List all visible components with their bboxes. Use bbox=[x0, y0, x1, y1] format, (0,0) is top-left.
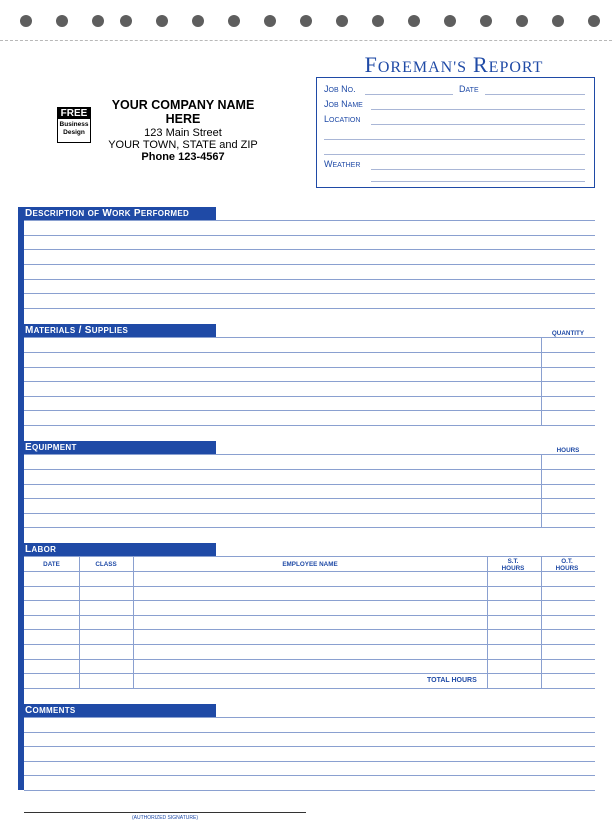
labor-date-column: DATE bbox=[43, 561, 60, 568]
labor-row-line[interactable] bbox=[24, 615, 595, 616]
hole-icon bbox=[336, 15, 348, 27]
description-line[interactable] bbox=[24, 308, 595, 309]
total-hours-label: TOTAL HOURS bbox=[427, 677, 477, 684]
perforation-line bbox=[0, 40, 612, 41]
labor-employee-column: EMPLOYEE NAME bbox=[282, 561, 338, 568]
materials-line[interactable] bbox=[24, 396, 595, 397]
equipment-line[interactable] bbox=[24, 513, 595, 514]
hole-icon bbox=[516, 15, 528, 27]
quantity-column-header: QUANTITY bbox=[551, 330, 585, 337]
free-business-design-logo bbox=[57, 107, 91, 143]
company-name: YOUR COMPANY NAME HERE bbox=[111, 98, 255, 126]
comments-line[interactable] bbox=[24, 761, 595, 762]
labor-row-line[interactable] bbox=[24, 659, 595, 660]
labor-row-line[interactable] bbox=[24, 586, 595, 587]
hole-icon bbox=[372, 15, 384, 27]
signature-label: (AUTHORIZED SIGNATURE) bbox=[131, 815, 199, 821]
quantity-divider bbox=[541, 337, 542, 425]
hole-icon bbox=[56, 15, 68, 27]
equipment-line[interactable] bbox=[24, 469, 595, 470]
labor-divider bbox=[79, 556, 80, 688]
hole-icon bbox=[120, 15, 132, 27]
hole-icon bbox=[588, 15, 600, 27]
company-address: 123 Main Street bbox=[144, 127, 222, 139]
location-label: LOCATION bbox=[324, 114, 361, 124]
equipment-header: EQUIPMENT bbox=[24, 441, 216, 454]
equipment-line[interactable] bbox=[24, 454, 595, 455]
labor-divider bbox=[541, 556, 542, 688]
logo-free-text: FREE bbox=[58, 108, 90, 119]
company-phone: Phone 123-4567 bbox=[141, 151, 225, 163]
labor-class-column: CLASS bbox=[95, 561, 117, 568]
equipment-line[interactable] bbox=[24, 484, 595, 485]
comments-header: COMMENTS bbox=[24, 704, 216, 717]
description-line[interactable] bbox=[24, 293, 595, 294]
hours-divider bbox=[541, 454, 542, 527]
hole-icon bbox=[156, 15, 168, 27]
description-line[interactable] bbox=[24, 220, 595, 221]
logo-design-text: Design bbox=[63, 129, 85, 136]
materials-line[interactable] bbox=[24, 425, 595, 426]
hole-icon bbox=[408, 15, 420, 27]
description-line[interactable] bbox=[24, 279, 595, 280]
job-name-field[interactable] bbox=[371, 109, 585, 110]
labor-st-hours-column: S.T. HOURS bbox=[501, 558, 525, 572]
hole-icon bbox=[552, 15, 564, 27]
hole-icon bbox=[192, 15, 204, 27]
hole-icon bbox=[480, 15, 492, 27]
labor-row-line[interactable] bbox=[24, 600, 595, 601]
comments-line[interactable] bbox=[24, 790, 595, 791]
job-no-label: JOB NO. bbox=[324, 84, 356, 94]
labor-ot-hours-column: O.T. HOURS bbox=[555, 558, 579, 572]
hours-column-header: HOURS bbox=[556, 447, 580, 454]
company-block bbox=[100, 98, 266, 163]
signature-line[interactable] bbox=[24, 812, 306, 813]
hole-icon bbox=[92, 15, 104, 27]
location-field-line3[interactable] bbox=[324, 154, 585, 155]
labor-row-line[interactable] bbox=[24, 688, 595, 689]
materials-line[interactable] bbox=[24, 367, 595, 368]
description-line[interactable] bbox=[24, 264, 595, 265]
date-label: DATE bbox=[459, 84, 479, 94]
materials-line[interactable] bbox=[24, 410, 595, 411]
description-header: DESCRIPTION OF WORK PERFORMED bbox=[24, 207, 216, 220]
labor-row-line[interactable] bbox=[24, 629, 595, 630]
labor-row-line[interactable] bbox=[24, 644, 595, 645]
location-field-line2[interactable] bbox=[324, 139, 585, 140]
binder-holes bbox=[0, 0, 612, 40]
description-line[interactable] bbox=[24, 249, 595, 250]
company-city: YOUR TOWN, STATE and ZIP bbox=[108, 139, 258, 151]
hole-icon bbox=[444, 15, 456, 27]
comments-line[interactable] bbox=[24, 746, 595, 747]
hole-icon bbox=[300, 15, 312, 27]
description-line[interactable] bbox=[24, 235, 595, 236]
job-no-field[interactable] bbox=[365, 94, 453, 95]
hole-icon bbox=[20, 15, 32, 27]
labor-row-line[interactable] bbox=[24, 673, 595, 674]
materials-line[interactable] bbox=[24, 352, 595, 353]
labor-header-top-line bbox=[24, 556, 595, 557]
comments-line[interactable] bbox=[24, 732, 595, 733]
hole-icon bbox=[228, 15, 240, 27]
job-name-label: JOB NAME bbox=[324, 99, 363, 109]
materials-line[interactable] bbox=[24, 337, 595, 338]
materials-header: MATERIALS / SUPPLIES bbox=[24, 324, 216, 337]
materials-line[interactable] bbox=[24, 381, 595, 382]
weather-field[interactable] bbox=[371, 169, 585, 170]
logo-business-text: Business bbox=[59, 121, 89, 128]
labor-header: LABOR bbox=[24, 543, 216, 556]
labor-divider bbox=[487, 556, 488, 688]
page-title: FOREMAN'S REPORT bbox=[364, 52, 544, 77]
labor-divider bbox=[133, 556, 134, 688]
labor-row-line[interactable] bbox=[24, 571, 595, 572]
weather-label: WEATHER bbox=[324, 159, 361, 169]
equipment-line[interactable] bbox=[24, 498, 595, 499]
date-field[interactable] bbox=[485, 94, 585, 95]
job-info-box bbox=[316, 77, 595, 188]
equipment-line[interactable] bbox=[24, 527, 595, 528]
location-field[interactable] bbox=[371, 124, 585, 125]
comments-line[interactable] bbox=[24, 717, 595, 718]
hole-icon bbox=[264, 15, 276, 27]
comments-line[interactable] bbox=[24, 775, 595, 776]
weather-field-line2[interactable] bbox=[371, 181, 585, 182]
